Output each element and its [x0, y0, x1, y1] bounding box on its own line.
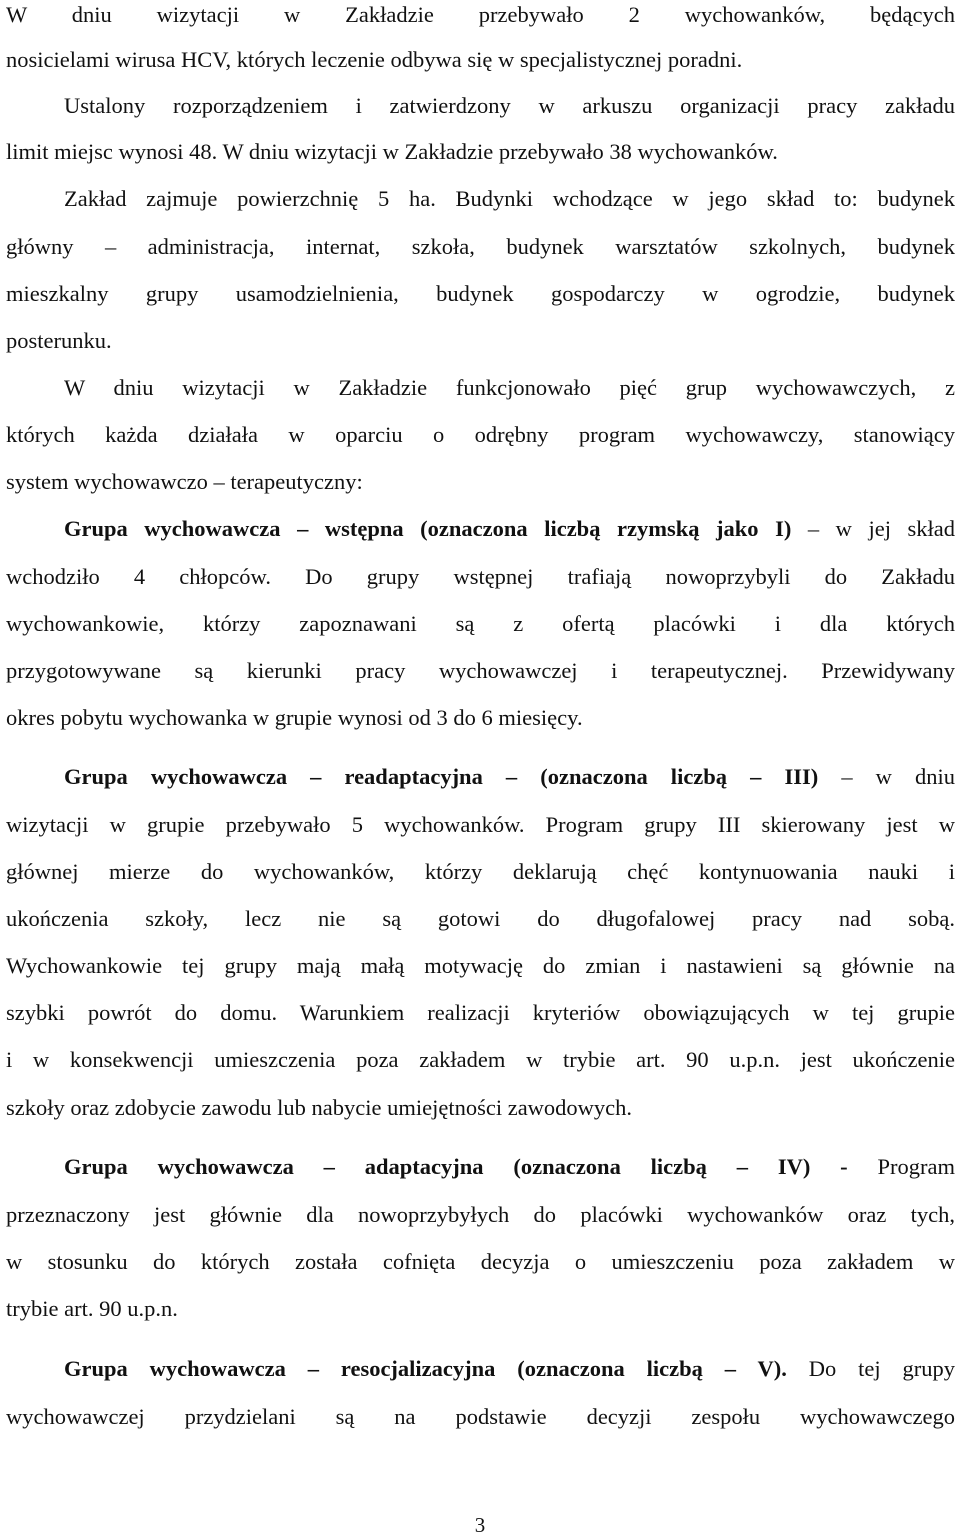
text-line: przeznaczony jest głównie dla nowoprzybyłych do placówki wychowanków oraz tych,	[6, 1202, 955, 1227]
text-line: W dniu wizytacji w Zakładzie funkcjonowało pięć grup wychowawczych, z	[64, 375, 955, 400]
text-fragment: – w dniu	[818, 764, 956, 789]
text-line: szkoły oraz zdobycie zawodu lub nabycie umiejętności zawodowych.	[6, 1095, 633, 1120]
text-line: okres pobytu wychowanka w grupie wynosi od 3 do 6 miesięcy.	[6, 705, 583, 730]
text-line: w stosunku do których została cofnięta decyzja o umieszczeniu poza zakładem w	[6, 1249, 955, 1274]
text-line: przygotowywane są kierunki pracy wychowawczej i terapeutycznej. Przewidywany	[6, 658, 955, 683]
text-line: limit miejsc wynosi 48. W dniu wizytacji w Zakładzie przebywało 38 wychowanków.	[6, 139, 778, 164]
text-line: szybki powrót do domu. Warunkiem realizacji kryteriów obowiązujących w tej grupie	[6, 1000, 955, 1025]
text-line: głównej mierze do wychowanków, którzy deklarują chęć kontynuowania nauki i	[6, 859, 955, 884]
text-line: wychowawczej przydzielani są na podstawie decyzji zespołu wychowawczego	[6, 1404, 955, 1429]
text-line: W dniu wizytacji w Zakładzie przebywało 2 wychowanków, będących	[6, 2, 955, 27]
text-line: wychowankowie, którzy zapoznawani są z ofertą placówki i dla których	[6, 611, 955, 636]
text-line	[64, 1152, 955, 1182]
text-line	[64, 1354, 955, 1384]
text-fragment: – w jej skład	[791, 516, 955, 541]
text-line	[64, 762, 955, 792]
text-line: wchodziło 4 chłopców. Do grupy wstępnej trafiają nowoprzybyli do Zakładu	[6, 564, 955, 589]
text-line: nosicielami wirusa HCV, których leczenie odbywa się w specjalistycznej poradni.	[6, 47, 743, 72]
group-heading: Grupa wychowawcza – resocjalizacyjna (oznaczona liczbą – V).	[64, 1356, 787, 1381]
text-line: Wychowankowie tej grupy mają małą motywację do zmian i nastawieni są głównie na	[6, 953, 955, 978]
text-line: posterunku.	[6, 328, 112, 353]
text-line: trybie art. 90 u.p.n.	[6, 1296, 178, 1321]
group-heading: Grupa wychowawcza – readaptacyjna – (oznaczona liczbą – III)	[64, 764, 819, 789]
text-line	[64, 514, 955, 544]
text-line: mieszkalny grupy usamodzielnienia, budynek gospodarczy w ogrodzie, budynek	[6, 281, 955, 306]
page-number: 3	[474, 1513, 486, 1537]
text-line: Ustalony rozporządzeniem i zatwierdzony w arkuszu organizacji pracy zakładu	[64, 93, 955, 118]
text-line: wizytacji w grupie przebywało 5 wychowanków. Program grupy III skierowany jest w	[6, 812, 955, 837]
text-line: których każda działała w oparciu o odrębny program wychowawczy, stanowiący	[6, 422, 955, 447]
text-line: główny – administracja, internat, szkoła, budynek warsztatów szkolnych, budynek	[6, 234, 955, 259]
text-fragment: Program	[847, 1154, 955, 1179]
text-line: system wychowawczo – terapeutyczny:	[6, 469, 363, 494]
text-line: Zakład zajmuje powierzchnię 5 ha. Budynki wchodzące w jego skład to: budynek	[64, 186, 955, 211]
text-line: ukończenia szkoły, lecz nie są gotowi do długofalowej pracy nad sobą.	[6, 906, 955, 931]
text-fragment: Do tej grupy	[786, 1356, 955, 1381]
group-heading: Grupa wychowawcza – wstępna (oznaczona liczbą rzymską jako I)	[64, 516, 792, 541]
text-line: i w konsekwencji umieszczenia poza zakładem w trybie art. 90 u.p.n. jest ukończenie	[6, 1047, 955, 1072]
group-heading: Grupa wychowawcza – adaptacyjna (oznaczona liczbą – IV) -	[64, 1154, 848, 1179]
